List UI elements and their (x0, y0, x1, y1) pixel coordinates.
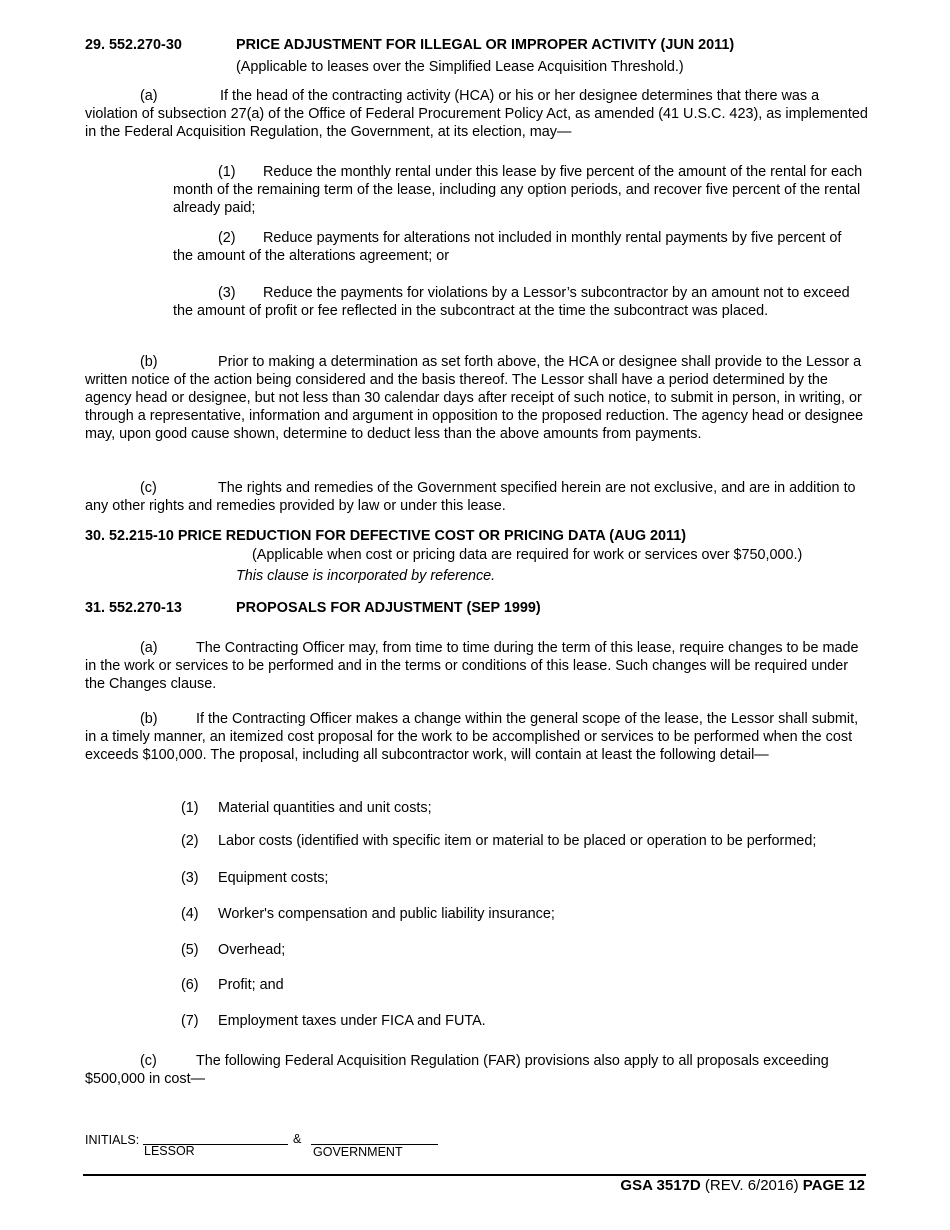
clause-31-item-6-text: Profit; and (218, 977, 284, 993)
clause-31-item-5-text: Overhead; (218, 942, 286, 958)
clause-30-applicability: (Applicable when cost or pricing data are required for work or services over $750,000.) (252, 547, 803, 563)
clause-31-item-4-text: Worker's compensation and public liability insurance; (218, 906, 555, 922)
clause-29-item-1-label: (1) (218, 164, 236, 180)
clause-31-paragraph-a (85, 639, 870, 693)
clause-31-item-1-text: Material quantities and unit costs; (218, 800, 432, 816)
footer-rule (83, 1174, 866, 1176)
clause-31-a-text-rest: be made in the work or services to be performed and in the terms or conditions of this lease. Such changes will be required under the Changes clause. (85, 640, 859, 692)
clause-31-item-7-text: Employment taxes under FICA and FUTA. (218, 1013, 486, 1029)
clause-31-b-text-rest: submit, in a timely manner, an itemized cost proposal for the work to be accomplished or services to be performed when the cost exceeds $100,000. The proposal, including all subcontractor work, will contain at least the following detail— (85, 711, 859, 763)
clause-31-a-label: (a) (140, 640, 158, 656)
clause-29-item-2-rest: percent of the amount of the alterations agreement; or (173, 230, 842, 264)
clause-31-b-label: (b) (140, 711, 158, 727)
clause-29-a-text-rest: violation of subsection 27(a) of the Office of Federal Procurement Policy Act, as amended (41 U.S.C. 423), as implemented in the Federal Acquisition Regulation, the Government, at its election, may— (85, 106, 868, 140)
form-id: GSA 3517D (620, 1177, 701, 1194)
clause-31-item-3-label: (3) (181, 870, 199, 886)
clause-29-item-2-first: Reduce payments for alterations not included in monthly rental payments by five (263, 230, 774, 246)
clause-31-paragraph-c (85, 1052, 870, 1088)
clause-30-heading: 30. 52.215-10 PRICE REDUCTION FOR DEFECTIVE COST OR PRICING DATA (AUG 2011) (85, 528, 687, 544)
clause-30-note: This clause is incorporated by reference. (236, 568, 496, 584)
clause-31-b-text-first: If the Contracting Officer makes a change within the general scope of the lease, the Lessor shall (196, 711, 808, 727)
clause-31-paragraph-b (85, 710, 870, 764)
clause-29-a-label: (a) (140, 88, 158, 104)
initials-label: INITIALS: (85, 1133, 140, 1147)
initials-ampersand: & (293, 1132, 302, 1146)
clause-29-c-text-rest: addition to any other rights and remedies provided by law or under this lease. (85, 480, 856, 514)
clause-29-paragraph-a (85, 87, 870, 141)
clause-29-item-1-first: Reduce the monthly rental under this lease by five percent of the amount of the rental (263, 164, 807, 180)
clause-29-applicability: (Applicable to leases over the Simplified Lease Acquisition Threshold.) (236, 59, 684, 75)
clause-31-c-label: (c) (140, 1053, 157, 1069)
clause-29-item-2-label: (2) (218, 230, 236, 246)
clause-29-item-1-rest: for each month of the remaining term of the lease, including any option periods, and recover five percent of the rental already paid; (173, 164, 863, 216)
clause-29-title: PRICE ADJUSTMENT FOR ILLEGAL OR IMPROPER ACTIVITY (JUN 2011) (236, 37, 735, 53)
clause-29-item-2 (173, 229, 863, 265)
clause-31-item-6-label: (6) (181, 977, 199, 993)
clause-29-item-1 (173, 163, 863, 217)
clause-31-c-text-first: The following Federal Acquisition Regulation (FAR) provisions also apply to all proposals (196, 1053, 760, 1069)
clause-29-item-3-first: Reduce the payments for violations by a Lessor’s subcontractor by an amount not to (263, 285, 800, 301)
clause-29-item-3-label: (3) (218, 285, 236, 301)
clause-31-item-7-label: (7) (181, 1013, 199, 1029)
clause-31-c-text-rest: exceeding $500,000 in cost— (85, 1053, 829, 1087)
clause-29-c-text-first: The rights and remedies of the Government specified herein are not exclusive, and are in (218, 480, 786, 496)
clause-29-number: 29. 552.270-30 (85, 37, 182, 53)
clause-31-item-1-label: (1) (181, 800, 199, 816)
lessor-label: LESSOR (144, 1144, 195, 1158)
government-label: GOVERNMENT (313, 1145, 403, 1159)
form-footer (620, 1177, 865, 1194)
page-number: PAGE 12 (802, 1177, 865, 1194)
clause-29-paragraph-b (85, 353, 870, 443)
clause-31-title: PROPOSALS FOR ADJUSTMENT (SEP 1999) (236, 600, 541, 616)
clause-31-item-2-text: Labor costs (identified with specific item or material to be placed or operation to be performed; (218, 833, 817, 849)
clause-29-item-3-rest: exceed the amount of profit or fee reflected in the subcontract at the time the subcontract was placed. (173, 285, 850, 319)
clause-31-item-2-label: (2) (181, 833, 199, 849)
clause-29-paragraph-c (85, 479, 870, 515)
clause-29-item-3 (173, 284, 863, 320)
form-revision: (REV. 6/2016) (704, 1177, 799, 1194)
clause-31-item-3-text: Equipment costs; (218, 870, 329, 886)
clause-29-a-text-first: If the head of the contracting activity (HCA) or his or her designee determines that there was a (220, 88, 820, 104)
clause-29-c-label: (c) (140, 480, 157, 496)
clause-29-b-label: (b) (140, 354, 158, 370)
clause-31-number: 31. 552.270-13 (85, 600, 182, 616)
clause-29-b-text-first: Prior to making a determination as set forth above, the HCA or designee shall provide to the (218, 354, 802, 370)
clause-29-b-text-rest: Lessor a written notice of the action being considered and the basis thereof. The Lessor shall have a period determined by the agency head or designee, but not less than 30 calendar days after receipt of such notice, to submit in person, in writing, or through a representative, information and argument in opposition to the proposed reduction. The agency head or designee may, upon good cause shown, determine to deduct less than the above amounts from payments. (85, 354, 864, 442)
clause-31-item-4-label: (4) (181, 906, 199, 922)
clause-31-item-5-label: (5) (181, 942, 199, 958)
clause-31-a-text-first: The Contracting Officer may, from time to time during the term of this lease, require changes to (196, 640, 799, 656)
